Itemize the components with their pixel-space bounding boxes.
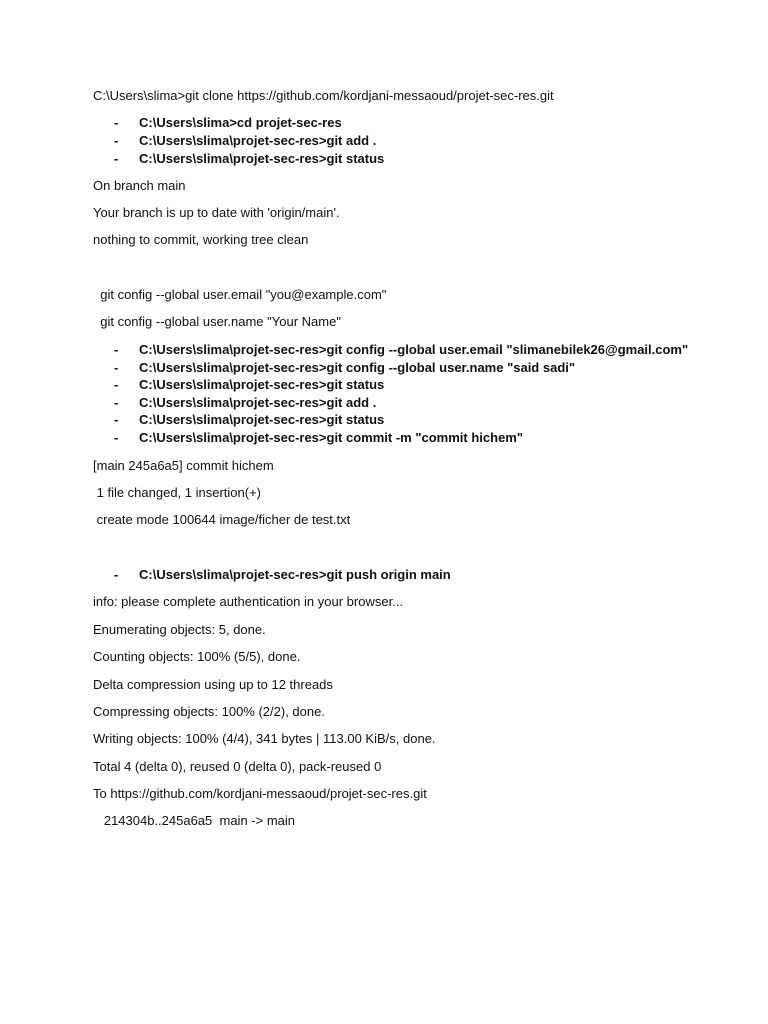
list-item: C:\Users\slima\projet-sec-res>git push origin main bbox=[139, 567, 451, 582]
push-output-line: Enumerating objects: 5, done. bbox=[93, 622, 266, 637]
push-output-line: info: please complete authentication in your browser... bbox=[93, 594, 404, 609]
commit-output-line: create mode 100644 image/ficher de test.txt bbox=[93, 512, 351, 527]
list-item: C:\Users\slima\projet-sec-res>git config --global user.name "said sadi" bbox=[139, 360, 576, 375]
push-output-line: Compressing objects: 100% (2/2), done. bbox=[93, 704, 325, 719]
push-output-line: Total 4 (delta 0), reused 0 (delta 0), pack-reused 0 bbox=[93, 759, 382, 774]
push-output-line: Writing objects: 100% (4/4), 341 bytes | 113.00 KiB/s, done. bbox=[93, 731, 436, 746]
status-output-line: Your branch is up to date with 'origin/main'. bbox=[93, 205, 340, 220]
push-output-line: Delta compression using up to 12 threads bbox=[93, 677, 333, 692]
list-bullet: - bbox=[114, 115, 119, 130]
list-item: C:\Users\slima\projet-sec-res>git status bbox=[139, 377, 385, 392]
push-output-line: 214304b..245a6a5 main -> main bbox=[93, 813, 296, 828]
list-bullet: - bbox=[114, 360, 119, 375]
commit-output-line: 1 file changed, 1 insertion(+) bbox=[93, 485, 262, 500]
list-bullet: - bbox=[114, 412, 119, 427]
list-bullet: - bbox=[114, 151, 119, 166]
push-output-line: Counting objects: 100% (5/5), done. bbox=[93, 649, 301, 664]
status-output-line: On branch main bbox=[93, 178, 186, 193]
list-bullet: - bbox=[114, 395, 119, 410]
list-bullet: - bbox=[114, 342, 119, 357]
push-output-line: To https://github.com/kordjani-messaoud/projet-sec-res.git bbox=[93, 786, 427, 801]
commit-output-line: [main 245a6a5] commit hichem bbox=[93, 458, 274, 473]
list-bullet: - bbox=[114, 377, 119, 392]
list-item: C:\Users\slima\projet-sec-res>git status bbox=[139, 151, 385, 166]
list-item: C:\Users\slima>cd projet-sec-res bbox=[139, 115, 342, 130]
list-bullet: - bbox=[114, 567, 119, 582]
list-item: C:\Users\slima\projet-sec-res>git config --global user.email "slimanebilek26@gmail.com" bbox=[139, 342, 689, 357]
list-item: C:\Users\slima\projet-sec-res>git add . bbox=[139, 395, 377, 410]
list-item: C:\Users\slima\projet-sec-res>git commit -m "commit hichem" bbox=[139, 430, 524, 445]
list-item: C:\Users\slima\projet-sec-res>git status bbox=[139, 412, 385, 427]
clone-command-text: C:\Users\slima>git clone https://github.com/kordjani-messaoud/projet-sec-res.git bbox=[93, 88, 554, 103]
config-example-line: git config --global user.email "you@example.com" bbox=[93, 287, 387, 302]
config-example-line: git config --global user.name "Your Name" bbox=[93, 314, 341, 329]
list-bullet: - bbox=[114, 430, 119, 445]
status-output-line: nothing to commit, working tree clean bbox=[93, 232, 309, 247]
list-bullet: - bbox=[114, 133, 119, 148]
list-item: C:\Users\slima\projet-sec-res>git add . bbox=[139, 133, 377, 148]
